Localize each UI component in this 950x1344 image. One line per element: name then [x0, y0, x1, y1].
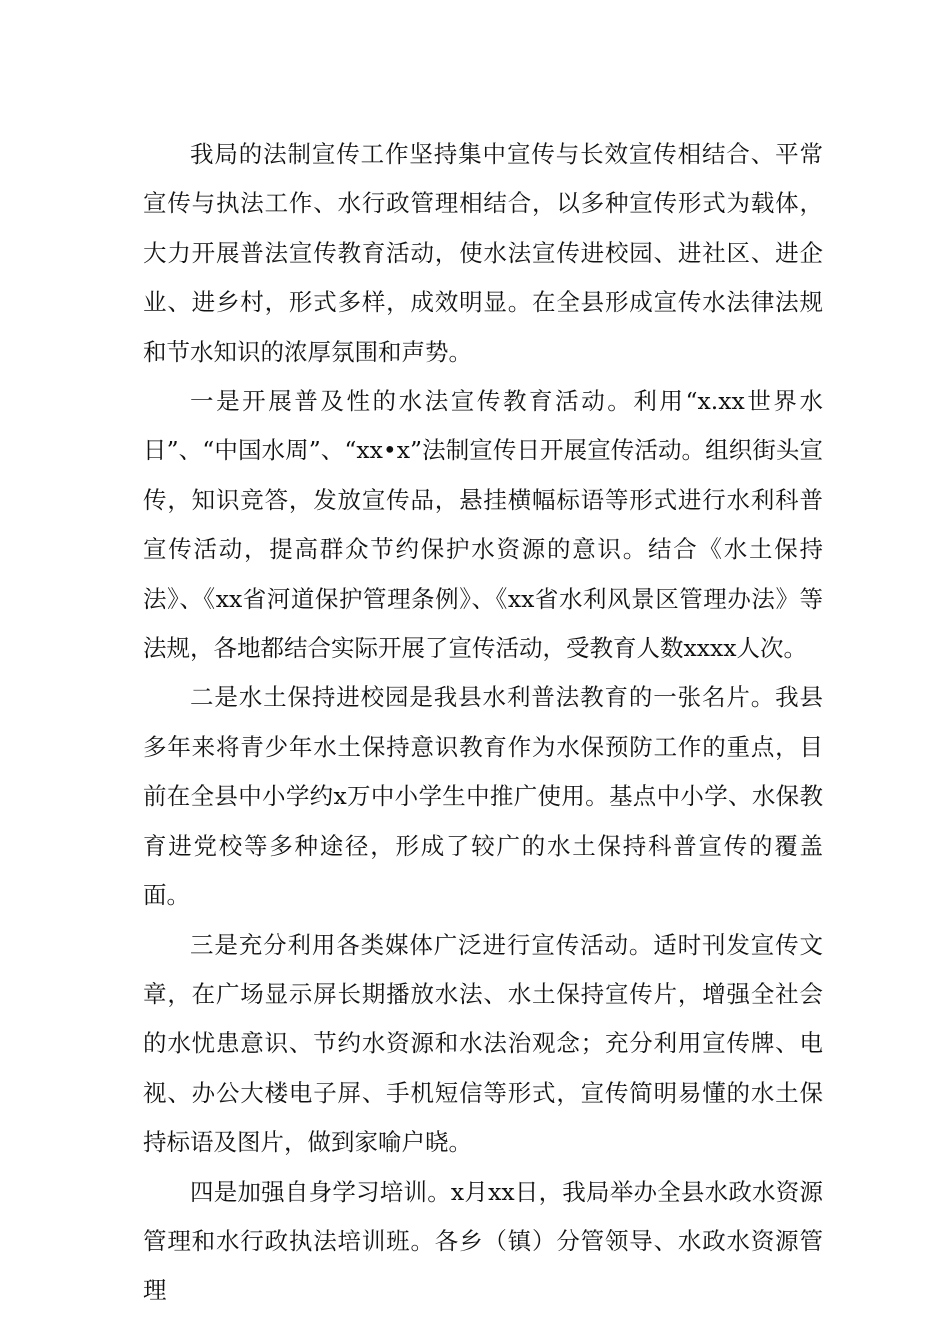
paragraph-point-three: 三是充分利用各类媒体广泛进行宣传活动。适时刊发宣传文章，在广场显示屏长期播放水法、水土保持宣传片，增强全社会的水忧患意识、节约水资源和水法治观念；充分利用宣传牌、电视、办公大楼电子屏、手机短信等形式，宣传简明易懂的水土保持标语及图片，做到家喻户晓。: [143, 930, 823, 1157]
paragraph-point-four: 四是加强自身学习培训。x月xx日，我局举办全县水政水资源管理和水行政执法培训班。各乡（镇）分管领导、水政水资源管理: [143, 1177, 823, 1305]
paragraph-point-two: 二是水土保持进校园是我县水利普法教育的一张名片。我县多年来将青少年水土保持意识教育作为水保预防工作的重点，目前在全县中小学约x万中小学生中推广使用。基点中小学、水保教育进党校等多种途径，形成了较广的水土保持科普宣传的覆盖面。: [143, 683, 823, 910]
paragraph-point-one: 一是开展普及性的水法宣传教育活动。利用“x.xx世界水日”、“中国水周”、“xx•x”法制宣传日开展宣传活动。组织街头宣传，知识竞答，发放宣传品，悬挂横幅标语等形式进行水利科普宣传活动，提高群众节约保护水资源的意识。结合《水土保持法》、《xx省河道保护管理条例》、《xx省水利风景区管理办法》等法规，各地都结合实际开展了宣传活动，受教育人数xxxx人次。: [143, 387, 823, 663]
document-body: [143, 130, 823, 1316]
paragraph-intro: 我局的法制宣传工作坚持集中宣传与长效宣传相结合、平常宣传与执法工作、水行政管理相结合，以多种宣传形式为载体，大力开展普法宣传教育活动，使水法宣传进校园、进社区、进企业、进乡村，形式多样，成效明显。在全县形成宣传水法律法规和节水知识的浓厚氛围和声势。: [143, 140, 823, 366]
